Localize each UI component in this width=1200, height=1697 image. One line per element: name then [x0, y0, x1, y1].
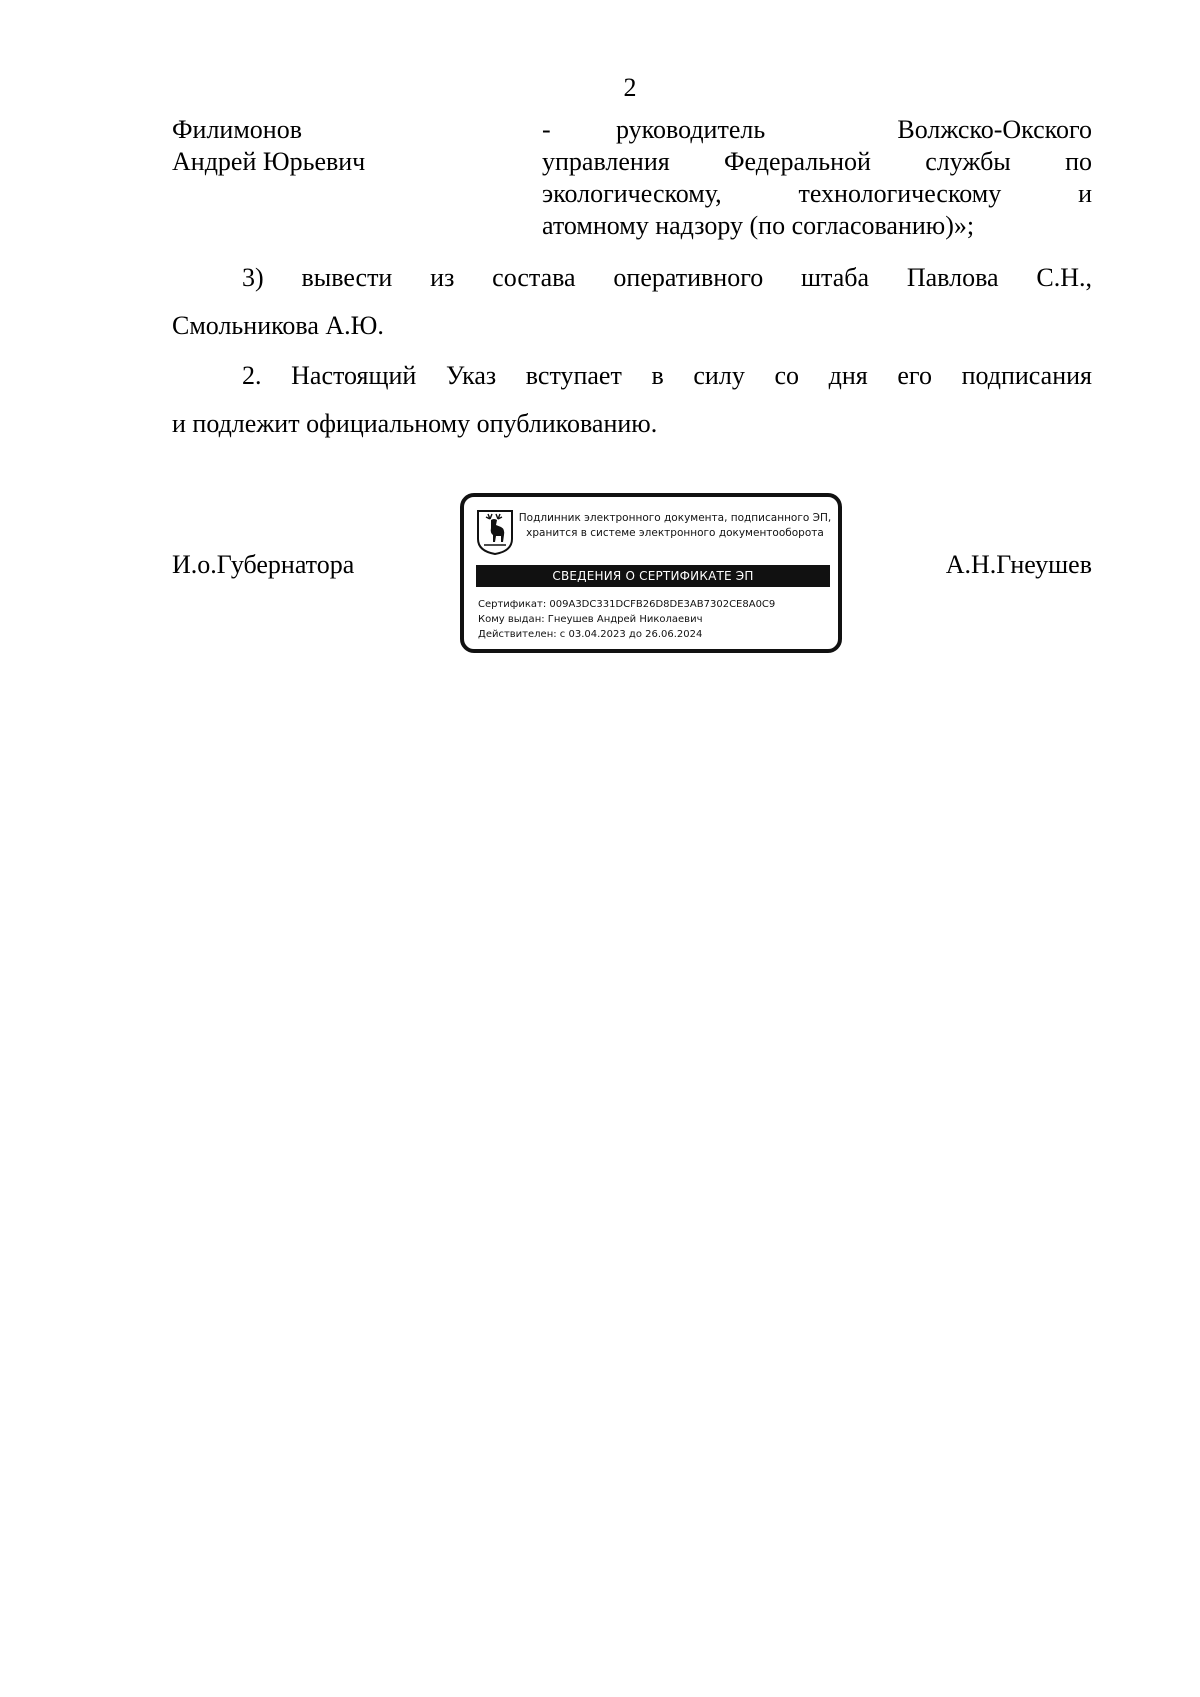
certificate-validity: Действителен: с 03.04.2023 до 26.06.2024 [478, 629, 703, 640]
description-line: управления Федеральной службы по [542, 147, 1092, 176]
page-number: 2 [623, 73, 637, 102]
description-line: экологическому, технологическому и [542, 179, 1092, 208]
paragraph-line: 2. Настоящий Указ вступает в силу со дня его подписания [242, 361, 1092, 390]
description-line: руководитель Волжско-Окского [616, 115, 1092, 144]
stamp-header-line: хранится в системе электронного документооборота [526, 527, 824, 539]
electronic-signature-stamp [460, 493, 842, 653]
stamp-details [478, 597, 775, 642]
signatory-name: А.Н.Гнеушев [945, 550, 1092, 579]
paragraph-line: и подлежит официальному опубликованию. [172, 409, 658, 438]
signatory-position: И.о.Губернатора [172, 550, 355, 579]
member-surname: Филимонов [172, 115, 302, 144]
stamp-title-bar: СВЕДЕНИЯ О СЕРТИФИКАТЕ ЭП [476, 565, 830, 587]
paragraph-line: Смольникова А.Ю. [172, 311, 384, 340]
item-3-paragraph [172, 254, 1092, 350]
stamp-header-line: Подлинник электронного документа, подписанного ЭП, [518, 512, 832, 524]
stamp-header [516, 511, 834, 541]
item-2-paragraph [172, 352, 1092, 448]
member-description [542, 114, 1092, 242]
description-line: атомному надзору (по согласованию)»; [542, 211, 975, 240]
member-name [172, 114, 532, 178]
paragraph-line: 3) вывести из состава оперативного штаба Павлова С.Н., [242, 263, 1092, 292]
nizhny-novgorod-deer-emblem-icon [476, 509, 514, 555]
certificate-number: Сертификат: 009A3DC331DCFB26D8DE3AB7302CE8A0C9 [478, 599, 776, 610]
certificate-owner: Кому выдан: Гнеушев Андрей Николаевич [478, 614, 703, 625]
member-given-names: Андрей Юрьевич [172, 147, 366, 176]
member-dash: - [542, 115, 551, 144]
